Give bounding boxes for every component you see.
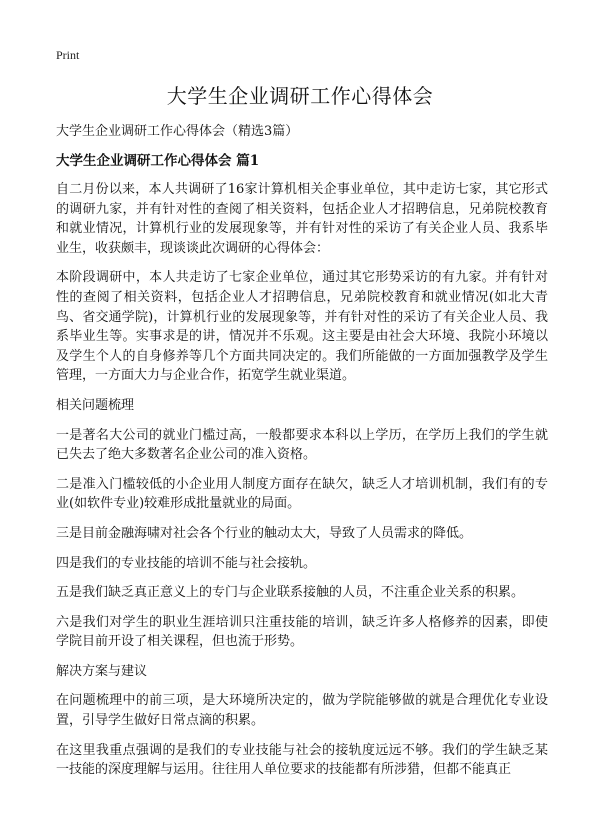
document-body: [56, 122, 548, 790]
section-heading: 大学生企业调研工作心得体会 篇1: [56, 153, 260, 169]
problem-item: 五是我们缺乏真正意义上的专门与企业联系接触的人员，不注重企业关系的积累。: [56, 585, 525, 601]
solution-item: 在这里我重点强调的是我们的专业技能与社会的接轨度远远不够。我们的学生缺乏某一技能的深度理解与运用。往往用人单位要求的技能都有所涉猎，但都不能真正: [56, 742, 548, 778]
solution-item: 在问题梳理中的前三项，是大环境所决定的，做为学院能够做的就是合理优化专业设置，引导学生做好日常点滴的积累。: [56, 693, 548, 729]
paragraph: 自二月份以来，本人共调研了16家计算机相关企事业单位，其中走访七家，其它形式的调研九家，并有针对性的查阅了相关资料，包括企业人才招聘信息，兄弟院校教育和就业情况，计算机行业的发展现象等，并有针对性的采访了有关企业人员、我系毕业生，收获颇丰，现谈谈此次调研的心得体会：: [56, 182, 548, 256]
problem-item: 四是我们的专业技能的培训不能与社会接轨。: [56, 555, 317, 571]
subheading-solutions: 解决方案与建议: [56, 663, 148, 679]
print-link[interactable]: Print: [56, 48, 80, 62]
problem-item: 一是著名大公司的就业门槛过高，一般都要求本科以上学历，在学历上我们的学生就已失去了绝大多数著名企业公司的准入资格。: [56, 427, 548, 463]
subheading-problems: 相关问题梳理: [56, 397, 135, 413]
problem-item: 六是我们对学生的职业生涯培训只注重技能的培训，缺乏许多人格修养的因素，即使学院目前开设了相关课程，但也流于形势。: [56, 614, 548, 650]
paragraph: 本阶段调研中，本人共走访了七家企业单位，通过其它形势采访的有九家。并有针对性的查阅了相关资料，包括企业人才招聘信息，兄弟院校教育和就业情况(如北大青鸟、省交通学院)，计算机行业的发展现象等，并有针对性的采访了有关企业人员、我系毕业生等。实事求是的讲，情况并不乐观。这主要是由社会大环境、我院小环境以及学生个人的自身修养等几个方面共同决定的。我们所能做的一方面加强教学及学生管理，一方面大力与企业合作，拓宽学生就业渠道。: [56, 270, 548, 384]
problem-item: 三是目前金融海啸对社会各个行业的触动太大，导致了人员需求的降低。: [56, 525, 473, 541]
problem-item: 二是准入门槛较低的小企业用人制度方面存在缺欠，缺乏人才培训机制，我们有的专业(如软件专业)较难形成批量就业的局面。: [56, 476, 548, 512]
page-title: 大学生企业调研工作心得体会: [166, 84, 434, 108]
document-subtitle: 大学生企业调研工作心得体会（精选3篇）: [56, 124, 299, 139]
